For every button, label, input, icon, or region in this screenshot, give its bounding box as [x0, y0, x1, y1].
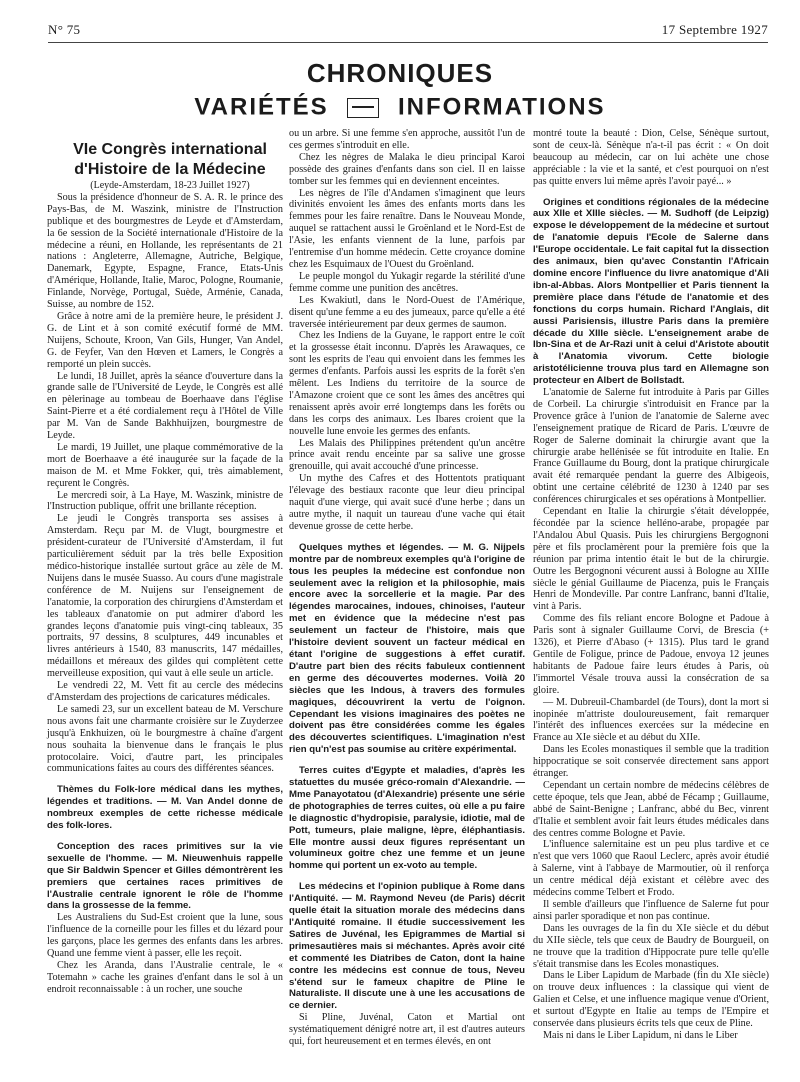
- section-terres-cuites: Terres cuites d'Egypte et maladies, d'après les statuettes du musée gréco-romain d'Alexandrie. — Mme Panayotatou (d'Alexandrie) présente une série de photographies de terres cuites, où elle a pu faire le diagnostic d'hydropisie, paralysie, idiotie, mal de Pott, tumeurs, plaie maligne, lèpre, éléphantiasis. Elle montre aussi deux figures représentant un volumineux goitre chez une femme et un jeune homme qui portent un ex-voto au temple.: [289, 765, 525, 872]
- section-races-primitives: Conception des races primitives sur la vie sexuelle de l'homme. — M. Nieuwenhuis rappelle que Sir Baldwin Spencer et Gilles démontrèrent les premiers que certaines races primitives de l'Australie centrale ignorent le rôle de l'homme dans la grossesse de la femme.: [47, 840, 283, 912]
- paragraph: Le samedi 23, sur un excellent bateau de M. Verschure nous avons fait une charmante croisière sur le Zuyderzee jusqu'à Enkhuizen, où le bourgmestre à chaîne d'argent nous souhaita la bienvenue dans le français le plus protocolaire. Voici, d'autre part, les principales communications faites au cours des différentes séances.: [47, 703, 283, 775]
- paragraph: Dans le Liber Lapidum de Marbade (fin du XIe siècle) on trouve deux influences : la classique qui vient de Galien et Celse, et une influence magique venue d'Orient, et surtout d'Egypte en Italie au temps de l'Empire et conservée dans plusieurs écrits tels que ceux de Pline.: [533, 970, 769, 1030]
- paragraph: Un mythe des Cafres et des Hottentots pratiquant l'élevage des bestiaux raconte que leur dieu principal naquit d'une vierge, qui avait sucé d'une herbe ; dans un autre mythe, il naquit un taureau d'une vache qui était devenue grosse de cette herbe.: [289, 473, 525, 532]
- paragraph: Le mardi, 19 Juillet, une plaque commémorative de la mort de Boerhaave a été inaugurée sur la façade de la maison de M. et Mme Fokker, qui, très aimablement, reçurent le Congrès.: [47, 441, 283, 489]
- paragraph: Sous la présidence d'honneur de S. A. R. le prince des Pays-Bas, de M. Waszink, ministre de l'Instruction publique et des bourgmestres de Leyde et d'Amsterdam, la 6e session de la Société internationale d'Histoire de la médecine a réuni, en Hollande, les représentants de 21 nations : Angleterre, Allemagne, Autriche, Belgique, Danemark, Egypte, Espagne, France, Etats-Unis d'Amérique, Hollande, Italie, Maroc, Pologne, Roumanie, Finlande, Norvège, Portugal, Suède, Arménie, Canada, Suisse, au nombre de 152.: [47, 191, 283, 311]
- column-2: [289, 128, 525, 1048]
- masthead-title: CHRONIQUES: [306, 58, 494, 88]
- paragraph: ou un arbre. Si une femme s'en approche, aussitôt l'un de ces germes s'introduit en elle.: [289, 128, 525, 151]
- issue-date: 17 Septembre 1927: [661, 22, 768, 37]
- article-title-line2: d'Histoire de la Médecine: [74, 161, 266, 178]
- paragraph: Le lundi, 18 Juillet, après la séance d'ouverture dans la grande salle de l'Université de Leyde, le Congrès est allé en pèlerinage au tombeau de Boerhaave dans l'église Saint-Pierre et a été cordialement reçu à l'Hôtel de Ville par M. Van de Sande Bakhhuijzen, bourgmestre de Leyde.: [47, 370, 283, 442]
- paragraph: Chez les nègres de Malaka le dieu principal Karoi possède des graines d'enfants dans son ciel. Il en laisse tomber sur les femmes qui en deviennent enceintes.: [289, 151, 525, 187]
- paragraph: Le peuple mongol du Yukagir regarde la stérilité d'une femme comme une punition des ancêtres.: [289, 270, 525, 294]
- paragraph: Il semble d'ailleurs que l'influence de Salerne fut pour ainsi parler sporadique et non pas continue.: [533, 899, 769, 922]
- paragraph: Chez les Aranda, dans l'Australie centrale, le « Totemahn » cache les graines d'enfant dans le sol à un endroit reconnaissable : à un rocher, une souche: [47, 960, 283, 995]
- paragraph: Mais ni dans le Liber Lapidum, ni dans le Liber: [543, 1029, 738, 1041]
- paragraph: Dans les ouvrages de la fin du XIe siècle et du début du XIIe siècle, tels que ceux de Baudry de Bourgueil, on ne trouve que la tradition d'Hippocrate pure telle qu'elle s'était transmise dans les Ecoles monastiques.: [533, 922, 769, 970]
- paragraph: Si Pline, Juvénal, Caton et Martial ont systématiquement dénigré notre art, il est d'autres auteurs qui, fort heureusement et en termes élevés, en ont: [289, 1012, 525, 1048]
- paragraph: L'influence salernitaine est un peu plus tardive et ce n'est que vers 1060 que Raoul Leclerc, après avoir étudié à Salerne, vint à l'abbaye de Marmoutier, où il renforça un centre médical déjà existant et célèbre avec des médecins comme Telbert et Frodo.: [533, 839, 769, 899]
- paragraph: Les nègres de l'île d'Andamen s'imaginent que leurs divinités envoient les âmes des enfants morts dans les femmes pour les faire renaître. Dans le Nouveau Monde, auquel se rattachent aussi le Groënland et le Nord-Est de l'Asie, les enfants viennent de la lune, parfois par l'entremise d'un homme médecin. Cette croyance domine chez les Esquimaux de l'Ouest du Groënland.: [289, 187, 525, 270]
- paragraph: Le jeudi le Congrès transporta ses assises à Amsterdam. Reçu par M. de Vlugt, bourgmestre et président-curateur de l'Université d'Amsterdam, il fut particulièrement séduit par la très belle Exposition médico-historique installée surtout grâce au zèle de M. Nuijens dans le musée Suasso. Au cours d'une magistrale conférence de M. Nuijens sur l'enseignement de l'anatomie, la corporation des chirurgiens d'Amsterdam et les tableaux d'anatomie on put admirer d'abord les grandes leçons d'anatomie puis vingt-cinq tableaux, 35 portraits, 97 dessins, 8 sculptures, 449 incunables et livres antérieurs à 1540, 83 manuscrits, 147 médailles, médaillons et méreaux des gildes qui complètent cette merveilleuse exposition, qui vaut à elle seule un article.: [47, 513, 283, 680]
- section-origines-regionales: Origines et conditions régionales de la médecine aux XIIe et XIIIe siècles. — M. Sudhoff (de Leipzig) expose le développement de la médecine et surtout de l'anatomie depuis l'Ecole de Salerne dans l'Europe occidentale. Le fait capital fut la dissection des animaux, bien qu'avec Constantin l'Africain domine encore l'influence du livre anatomique d'Ali ibn-al-Abbas. Alors Montpellier et Paris tiennent la première place dans l'étude de l'anatomie et des fonctions du corps humain. Richard l'Anglais, dit aussi Parisiensis, illustre Paris dans la première décade du XIIIe siècle. L'enseignement arabe de Ibn-Sina et de Ar-Razi unit à celui d'Aristote aboutit à l'Anatomia vivorum. Cette biologie aristotélicienne trouva plus tard en Allemagne son protecteur en Albert de Bollstadt.: [533, 196, 769, 387]
- masthead: [0, 58, 800, 122]
- paragraph: Les Australiens du Sud-Est croient que la lune, sous l'influence de la corneille pour les filles et du lézard pour les garçons, place les germes des enfants dans les arbres. Quand une femme vient à passer, elle les reçoit.: [47, 912, 283, 960]
- masthead-logo-icon: [347, 98, 379, 118]
- header-rule: [48, 42, 768, 43]
- paragraph: Grâce à notre ami de la première heure, le président J. G. de Lint et à son comité exécutif formé de MM. Nuijens, Schoute, Kroon, Van Gils, Hunger, Van Andel, G. de Feyfer, Van den Hœven et Lamers, le Congrès a remporté un plein succès.: [47, 310, 283, 370]
- paragraph: Cependant un certain nombre de médecins célèbres de cette époque, tels que Jean, abbé de Fécamp ; Guillaume, abbé de Saint-Benigne ; Lanfranc, abbé du Bec, vinrent d'Italie et semblent avoir fait leurs études médicales dans des centres comme Bologne et Pavie.: [533, 779, 769, 839]
- paragraph: Le vendredi 22, M. Vett fit au cercle des médecins d'Amsterdam des projections de caricatures médicales.: [47, 680, 283, 703]
- paragraph: Les Malais des Philippines prétendent qu'un ancêtre prince avait rendu enceinte par sa salive une grosse grenouille, qui avait accouché d'une princesse.: [289, 437, 525, 473]
- paragraph: Le mercredi soir, à La Haye, M. Waszink, ministre de l'Instruction publique, offrit une brillante réception.: [47, 489, 283, 513]
- column-3: [533, 128, 769, 1042]
- article-title-line1: VIe Congrès international: [73, 141, 267, 158]
- column-1: [47, 140, 283, 996]
- section-mythes-legendes: Quelques mythes et légendes. — M. G. Nijpels montre par de nombreux exemples qu'à l'origine de tous les peuples la médecine est confondue non seulement avec la religion et la philosophie, mais encore avec la sorcellerie et la magie. Par des légendes marocaines, indoues, chinoises, l'auteur met en évidence que la médecine n'est pas seulement un facteur de l'histoire, mais que l'histoire devient souvent un facteur médical en étant l'origine de suggestions à effet curatif. D'autre part bien des récits fabuleux contiennent en germe des découvertes modernes. Voilà 20 siècles que les Indous, à travers des formules magiques, découvrirent la vertu de l'oignon. Cependant les visions imaginaires des poètes ne doivent pas être considérées comme les égales des découvertes scientifiques. L'imagination n'est rien qu'n'est pas soumise au critère expérimental.: [289, 541, 525, 756]
- masthead-subtitle: [0, 93, 800, 122]
- issue-number: N° 75: [48, 22, 81, 37]
- article-dates: (Leyde-Amsterdam, 18-23 Juillet 1927): [90, 180, 250, 191]
- masthead-informations: INFORMATIONS: [398, 93, 606, 121]
- paragraph: Dans les Ecoles monastiques il semble que la tradition hippocratique se soit conservée directement sans apport étranger.: [533, 744, 769, 780]
- paragraph: Comme des fils reliant encore Bologne et Padoue à Paris sont à signaler Guillaume Corvi, de Brescia (+ 1326), et Pierre d'Abaso (+ 1315). Plus tard le grand Gentile de Foligue, prince de Padoue, envoya 12 jeunes habitants de Padoue faire leurs études à Paris, où l'immortel Vésale trouva aussi la consécration de sa gloire.: [533, 613, 769, 696]
- paragraph: montré toute la beauté : Dion, Celse, Sénèque surtout, sont de ceux-là. Sénèque n'a-t-il pas écrit : « On doit beaucoup au médecin, car on lui achète une chose appréciable : la vie et la santé, et c'est pourquoi on n'est pas quitte envers lui même après l'avoir payé... »: [533, 128, 769, 187]
- paragraph: Les Kwakiutl, dans le Nord-Ouest de l'Amérique, disent qu'une femme a eu des jumeaux, parce qu'elle a été traversée intérieurement par deux germes de saumon.: [289, 294, 525, 330]
- paragraph: Cependant en Italie la chirurgie s'était développée, fécondée par la science helléno-arabe, propagée par l'Andalou Abul Quasis. Puis les chirurgiens Bergognoni père et fils proclamèrent pour la première fois que la réunion par prima intentio était le but de la chirurgie. Outre les Bergognoni vécurent aussi à Bologne au XIIIe siècle le génial Guillaume de Piacenza, puis le Français Henri de Mondeville. Par contre Lanfranc, banni d'Italie, vint à Paris.: [533, 506, 769, 613]
- paragraph: — M. Dubreuil-Chambardel (de Tours), dont la mort si inopinée m'attriste douloureusement, fait remarquer l'intérêt des influences exercées sur la médecine en France au XIe siècle et au début du XIIe.: [533, 696, 769, 744]
- paragraph: L'anatomie de Salerne fut introduite à Paris par Gilles de Corbeil. La chirurgie s'introduisit en France par la Provence grâce à l'union de l'anatomie de Salerne avec l'enseignement pratique de Ricard de Paris. L'œuvre de Roger de Salerne dominait la chirurgie avant que la chirurgie arabe hellénisée se fût introduite en Italie. En France Guillaume du Bourg, dont la pratique chirurgicale avait été remarquée pendant la guerre des Albigeois, obtint une certaine célébrité de 1230 à 1240 par ses conférences chirurgicales et ses opérations à Montpellier.: [533, 387, 769, 506]
- section-folklore: Thèmes du Folk-lore médical dans les mythes, légendes et traditions. — M. Van Andel donne de nombreux exemples de cette richesse médicale des folk-lores.: [47, 784, 283, 832]
- masthead-varietes: VARIÉTÉS: [194, 93, 329, 121]
- section-medecins-rome: Les médecins et l'opinion publique à Rome dans l'Antiquité. — M. Raymond Neveu (de Paris) décrit quelle était la situation morale des médecins dans l'Antiquité romaine. Il étudie successivement les Satires de Juvénal, les Epigrammes de Martial si primesautières mais si méchantes. Après avoir cité et commenté les Diatribes de Caton, dont la haine contre les médecins est connue de tous, Neveu s'étend sur le fameux chapitre de Pline le Naturaliste. Il discute une à une les accusations de ce dernier.: [289, 881, 525, 1012]
- paragraph: Chez les Indiens de la Guyane, le rapport entre le coït et la grossesse était inconnu. D'après les Arawaques, ce sont les esprits de l'eau qui envoient dans les femmes les germes d'enfants. Parfois aussi les esprits de la forêt s'en mêlent. Les Indiens du territoire de la source de l'Amazone croient que ce sont les âmes des ancêtres qui renaissent après avoir erré longtemps dans les forêts ou dans les corps des animaux. Les Ibares croient que la nouvelle lune envoie les germes des enfants.: [289, 330, 525, 437]
